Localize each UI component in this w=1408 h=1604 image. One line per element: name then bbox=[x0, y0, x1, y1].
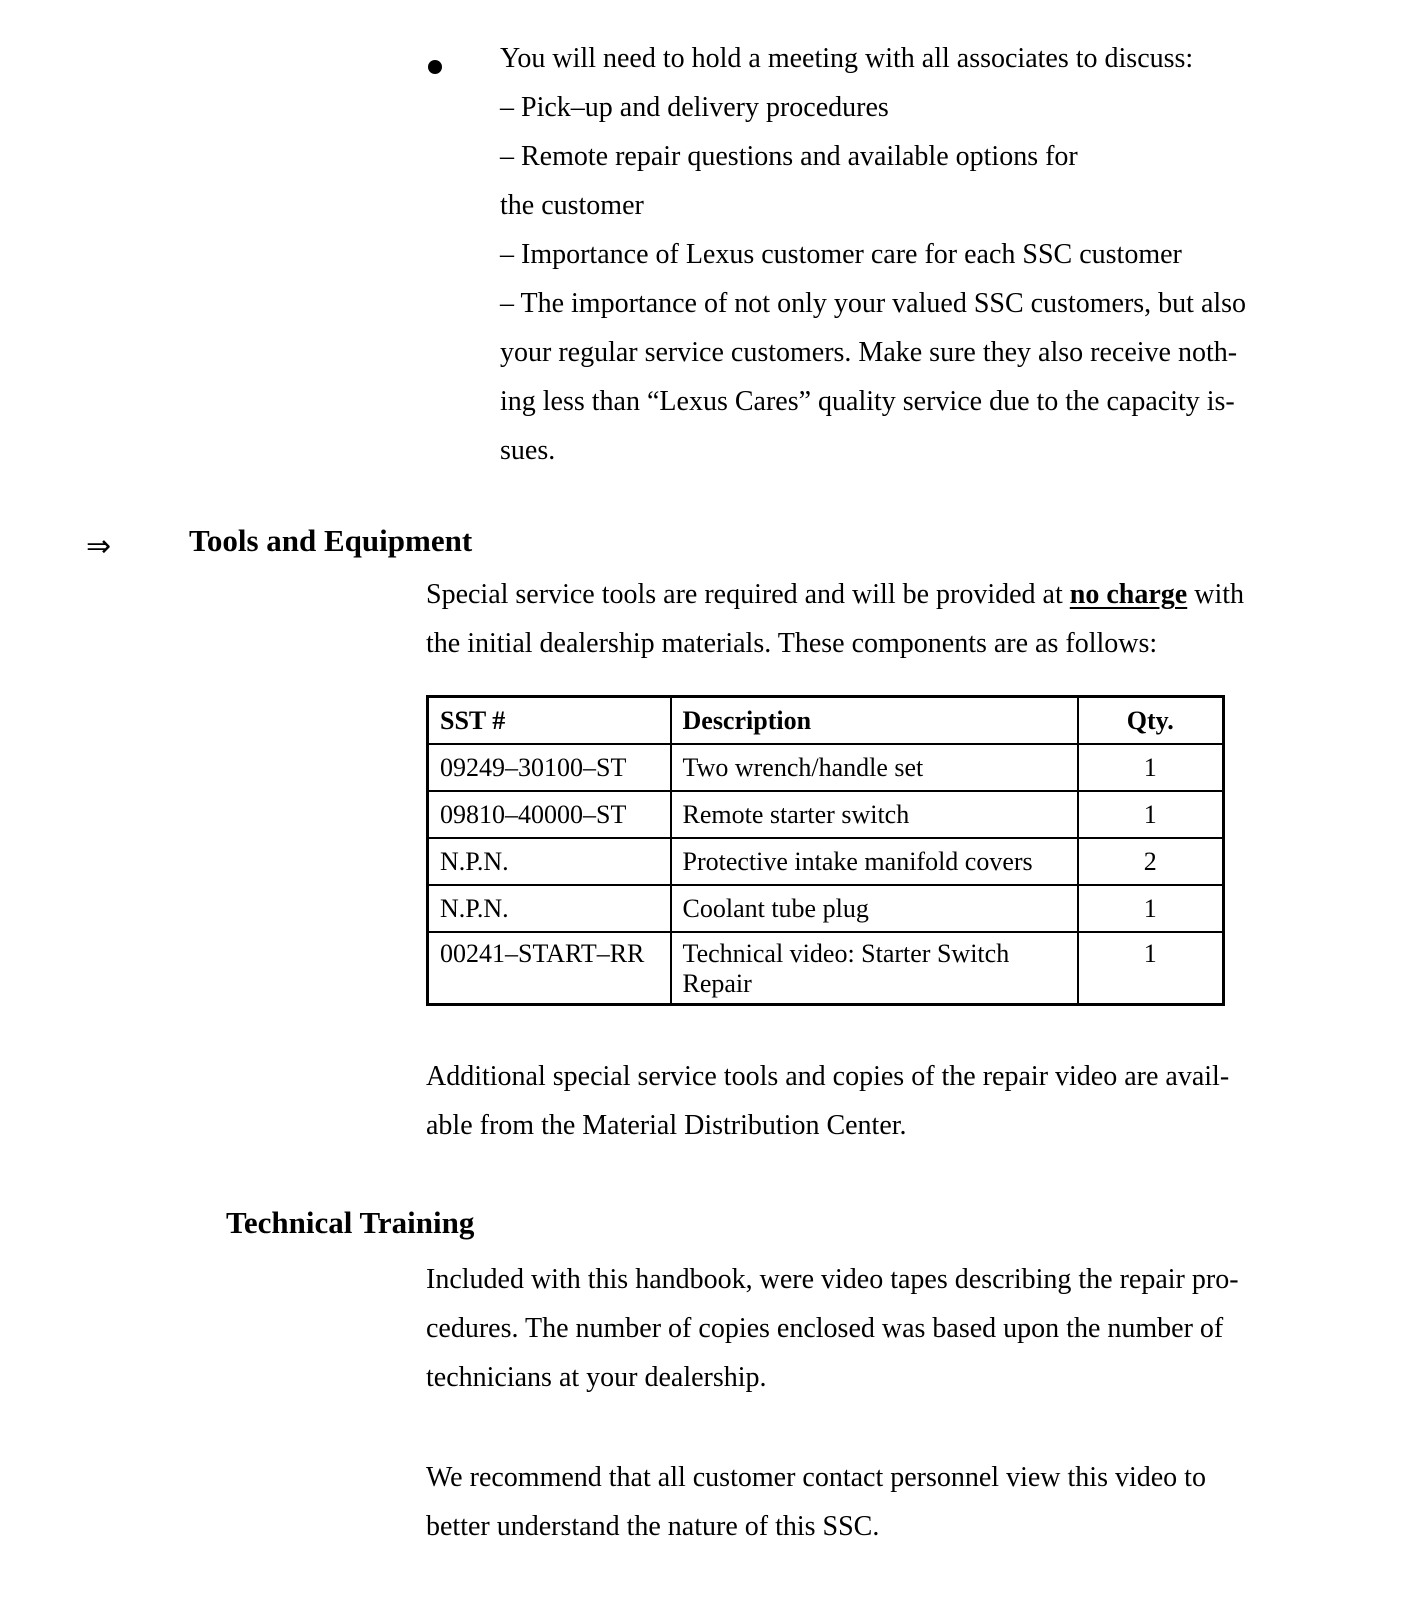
cell-description: Remote starter switch bbox=[671, 791, 1078, 838]
meeting-line-importance: – Importance of Lexus customer care for each SSC customer bbox=[500, 239, 1182, 270]
tools-para1-line2: the initial dealership materials. These components are as follows: bbox=[426, 628, 1158, 659]
training-para1-line3: technicians at your dealership. bbox=[426, 1362, 767, 1393]
table-row bbox=[428, 885, 1224, 932]
cell-description-line1: Technical video: Starter Switch bbox=[682, 939, 1010, 968]
cell-sst: 09249–30100–ST bbox=[428, 744, 671, 791]
tools-para2-line1: Additional special service tools and copies of the repair video are avail- bbox=[426, 1061, 1230, 1092]
tools-para1-line1 bbox=[426, 570, 1244, 619]
cell-description: Protective intake manifold covers bbox=[671, 838, 1078, 885]
cell-sst: 09810–40000–ST bbox=[428, 791, 671, 838]
header-sst: SST # bbox=[428, 697, 671, 745]
meeting-line-issues: sues. bbox=[500, 435, 556, 466]
training-para1-line2: cedures. The number of copies enclosed was based upon the number of bbox=[426, 1313, 1224, 1344]
table-header-row bbox=[428, 697, 1224, 745]
tools-para1-before: Special service tools are required and will be provided at bbox=[426, 579, 1070, 610]
cell-sst: 00241–START–RR bbox=[428, 932, 671, 1005]
table-row bbox=[428, 932, 1224, 1005]
meeting-line-regular: your regular service customers. Make sure they also receive noth- bbox=[500, 337, 1238, 368]
table-row bbox=[428, 838, 1224, 885]
cell-description: Coolant tube plug bbox=[671, 885, 1078, 932]
tools-para2-line2: able from the Material Distribution Center. bbox=[426, 1110, 907, 1141]
training-heading: Technical Training bbox=[226, 1205, 475, 1240]
cell-qty: 1 bbox=[1078, 744, 1224, 791]
cell-description bbox=[671, 932, 1078, 1005]
double-arrow-right-icon: ⇒ bbox=[86, 529, 112, 564]
sst-table bbox=[426, 695, 1225, 1006]
cell-description: Two wrench/handle set bbox=[671, 744, 1078, 791]
cell-qty: 1 bbox=[1078, 885, 1224, 932]
training-para1-line1: Included with this handbook, were video tapes describing the repair pro- bbox=[426, 1264, 1239, 1295]
meeting-line-pickup: – Pick–up and delivery procedures bbox=[500, 92, 889, 123]
meeting-line-quality: ing less than “Lexus Cares” quality service due to the capacity is- bbox=[500, 386, 1235, 417]
cell-description-line2: Repair bbox=[682, 969, 752, 998]
training-para2-line1: We recommend that all customer contact personnel view this video to bbox=[426, 1462, 1206, 1493]
cell-qty: 1 bbox=[1078, 932, 1224, 1005]
tools-heading: Tools and Equipment bbox=[189, 523, 473, 558]
table-row bbox=[428, 744, 1224, 791]
cell-qty: 2 bbox=[1078, 838, 1224, 885]
cell-sst: N.P.N. bbox=[428, 838, 671, 885]
bullet-icon bbox=[428, 60, 442, 74]
meeting-intro: You will need to hold a meeting with all associates to discuss: bbox=[500, 43, 1194, 74]
cell-sst: N.P.N. bbox=[428, 885, 671, 932]
header-description: Description bbox=[671, 697, 1078, 745]
meeting-line-remote: – Remote repair questions and available options for bbox=[500, 141, 1078, 172]
tools-para1-after: with bbox=[1187, 579, 1244, 610]
meeting-line-customer: the customer bbox=[500, 190, 644, 221]
cell-qty: 1 bbox=[1078, 791, 1224, 838]
training-para2-line2: better understand the nature of this SSC. bbox=[426, 1511, 880, 1542]
table-row bbox=[428, 791, 1224, 838]
meeting-line-valued: – The importance of not only your valued SSC customers, but also bbox=[500, 288, 1247, 319]
no-charge-emphasis: no charge bbox=[1069, 579, 1188, 610]
header-qty: Qty. bbox=[1078, 697, 1224, 745]
